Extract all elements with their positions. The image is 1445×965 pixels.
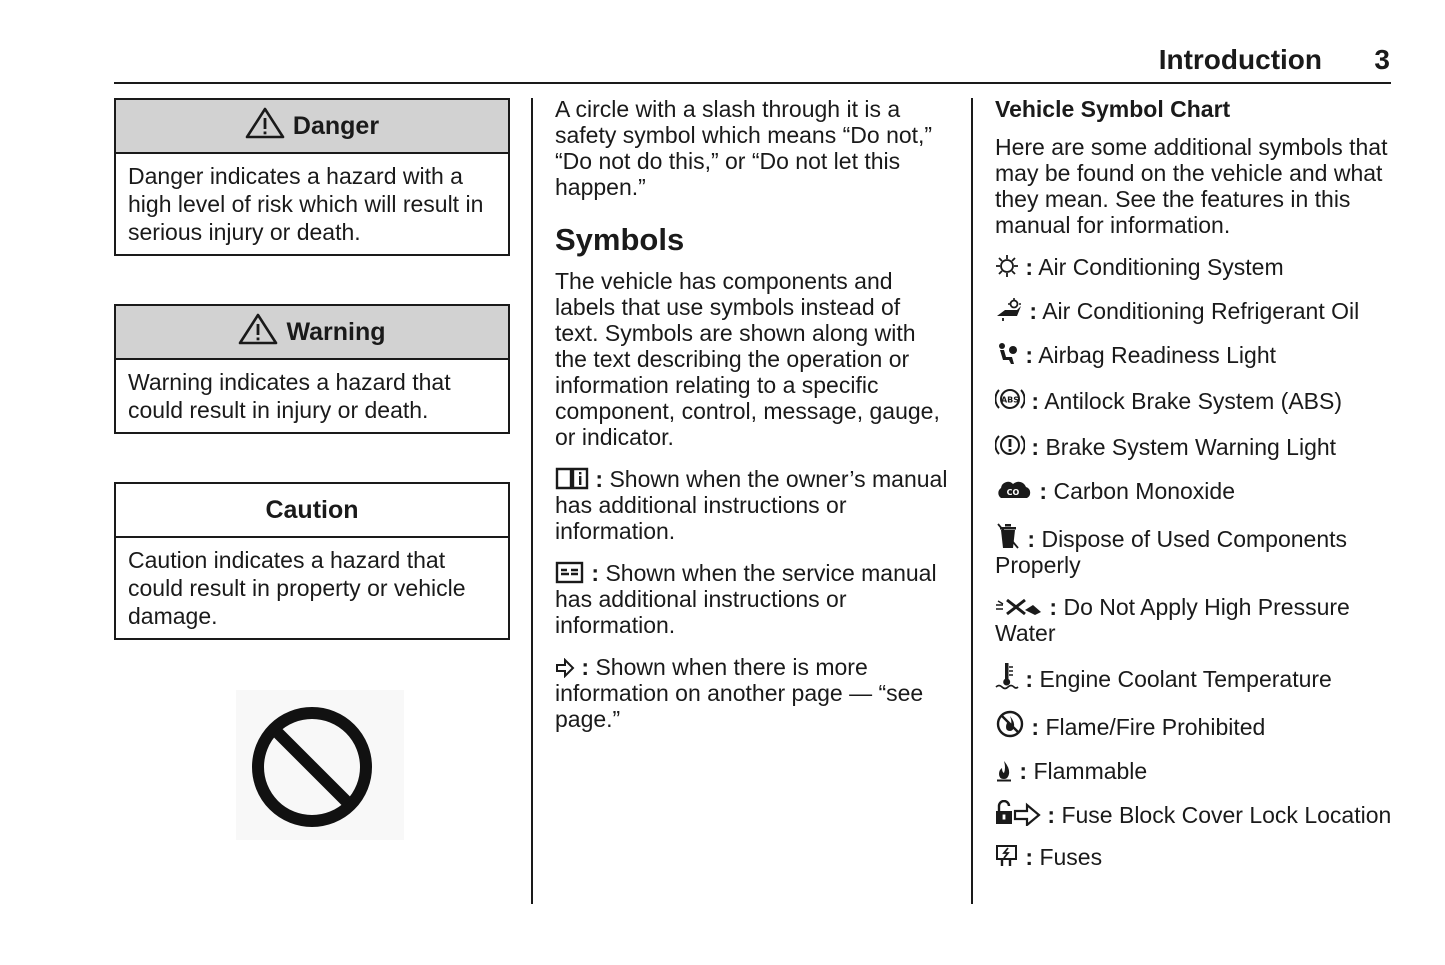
- flammable-icon: [995, 760, 1013, 782]
- svg-text:ABS: ABS: [1000, 395, 1020, 405]
- brake-warning-icon: [995, 432, 1025, 458]
- symbol-label: Flame/Fire Prohibited: [1045, 714, 1266, 740]
- symbol-item-flame-prohibited: [995, 710, 1415, 740]
- section-title: Introduction: [1158, 44, 1322, 75]
- caution-title: Caution: [265, 495, 359, 524]
- symbol-item-flammable: [995, 758, 1415, 784]
- symbol-item-dispose: [995, 522, 1415, 578]
- symbol-label: Fuse Block Cover Lock Location: [1061, 802, 1392, 828]
- service-manual-text: Shown when the service manual has additional instructions or information.: [555, 560, 937, 638]
- prohibition-symbol: [236, 690, 404, 840]
- colon: :: [581, 654, 590, 680]
- symbol-item-no-high-pressure-water: [995, 594, 1415, 646]
- symbol-item-refrigerant-oil: [995, 298, 1415, 324]
- service-manual-note: [555, 560, 950, 638]
- arrow-right-icon: [555, 658, 575, 678]
- warning-box-header: [116, 306, 508, 360]
- colon: :: [1025, 666, 1034, 692]
- symbol-label: Flammable: [1033, 758, 1148, 784]
- abs-icon: [995, 386, 1025, 412]
- air-conditioning-icon: [995, 254, 1019, 278]
- symbol-label: Antilock Brake System (ABS): [1044, 388, 1342, 414]
- symbol-label: Brake System Warning Light: [1045, 434, 1337, 460]
- symbol-item-carbon-monoxide: [995, 478, 1415, 504]
- colon: :: [1031, 714, 1040, 740]
- symbol-label: Dispose of Used Components Properly: [995, 526, 1348, 578]
- symbols-description: The vehicle has components and labels that use symbols instead of text. Symbols are shown along with the text describing the operation or information relating to a specific component, control, message, gauge, or indicator.: [555, 268, 940, 450]
- vehicle-symbol-chart-intro: Here are some additional symbols that may be found on the vehicle and what they mean. See the features in this manual for information.: [995, 134, 1388, 238]
- colon: :: [1029, 298, 1038, 324]
- colon: :: [1025, 342, 1034, 368]
- colon: :: [591, 560, 600, 586]
- no-high-pressure-water-icon: [995, 596, 1043, 618]
- fuse-block-lock-icon: [995, 800, 1041, 826]
- danger-text: Danger indicates a hazard with a high level of risk which will result in serious injury or death.: [128, 163, 484, 245]
- caution-box: [114, 482, 510, 640]
- column-divider-right: [971, 98, 973, 904]
- right-column: [995, 96, 1415, 870]
- colon: :: [1047, 802, 1056, 828]
- fuses-icon: [995, 844, 1019, 868]
- column-divider-left: [531, 98, 533, 904]
- colon: :: [1031, 434, 1040, 460]
- symbol-label: Do Not Apply High Pressure Water: [995, 594, 1350, 646]
- colon: :: [1039, 478, 1048, 504]
- airbag-icon: [995, 342, 1019, 366]
- page-number: 3: [1374, 44, 1390, 75]
- caution-box-header: [116, 484, 508, 538]
- coolant-temperature-icon: [995, 662, 1019, 690]
- symbol-label: Carbon Monoxide: [1053, 478, 1236, 504]
- warning-box: [114, 304, 510, 434]
- vehicle-symbol-chart-heading: Vehicle Symbol Chart: [995, 96, 1231, 122]
- colon: :: [1025, 844, 1034, 870]
- warning-triangle-icon: [238, 313, 286, 352]
- colon: :: [595, 466, 604, 492]
- warning-triangle-icon: [245, 107, 293, 146]
- symbols-heading: Symbols: [555, 222, 685, 257]
- danger-title: Danger: [292, 111, 380, 140]
- see-page-text: Shown when there is more information on another page — “see page.”: [555, 654, 924, 732]
- danger-box-header: [116, 100, 508, 154]
- service-manual-icon: [555, 560, 585, 584]
- dispose-icon: [995, 522, 1021, 550]
- symbol-item-abs: [995, 386, 1415, 414]
- symbol-item-fuses: [995, 844, 1415, 870]
- symbol-label: Air Conditioning System: [1038, 254, 1284, 280]
- owner-manual-text: Shown when the owner’s manual has additional instructions or information.: [555, 466, 948, 544]
- warning-text: Warning indicates a hazard that could result in injury or death.: [128, 369, 451, 423]
- book-icon: [555, 466, 589, 490]
- symbol-label: Air Conditioning Refrigerant Oil: [1042, 298, 1360, 324]
- middle-column: [555, 96, 950, 732]
- refrigerant-oil-icon: [995, 298, 1023, 322]
- symbol-label: Airbag Readiness Light: [1038, 342, 1277, 368]
- symbol-item-fuse-block-lock: [995, 800, 1415, 828]
- carbon-monoxide-icon: [995, 480, 1033, 502]
- colon: :: [1049, 594, 1058, 620]
- colon: :: [1031, 388, 1040, 414]
- symbol-label: Engine Coolant Temperature: [1039, 666, 1332, 692]
- see-page-note: [555, 654, 950, 732]
- symbol-item-coolant-temperature: [995, 662, 1415, 692]
- prohibition-description: A circle with a slash through it is a safety symbol which means “Do not,” “Do not do this,” or “Do not let this happen.”: [555, 96, 933, 200]
- warning-title: Warning: [286, 317, 386, 346]
- svg-text:CO: CO: [1006, 488, 1020, 497]
- symbol-item-air-conditioning: [995, 254, 1415, 280]
- colon: :: [1019, 758, 1028, 784]
- caution-text: Caution indicates a hazard that could result in property or vehicle damage.: [128, 547, 466, 629]
- danger-box: [114, 98, 510, 256]
- header-rule: [114, 82, 1391, 84]
- symbol-label: Fuses: [1039, 844, 1103, 870]
- symbol-item-brake-warning: [995, 432, 1415, 460]
- colon: :: [1025, 254, 1034, 280]
- owner-manual-note: [555, 466, 950, 544]
- colon: :: [1027, 526, 1036, 552]
- no-flame-icon: [995, 710, 1025, 738]
- symbol-item-airbag: [995, 342, 1415, 368]
